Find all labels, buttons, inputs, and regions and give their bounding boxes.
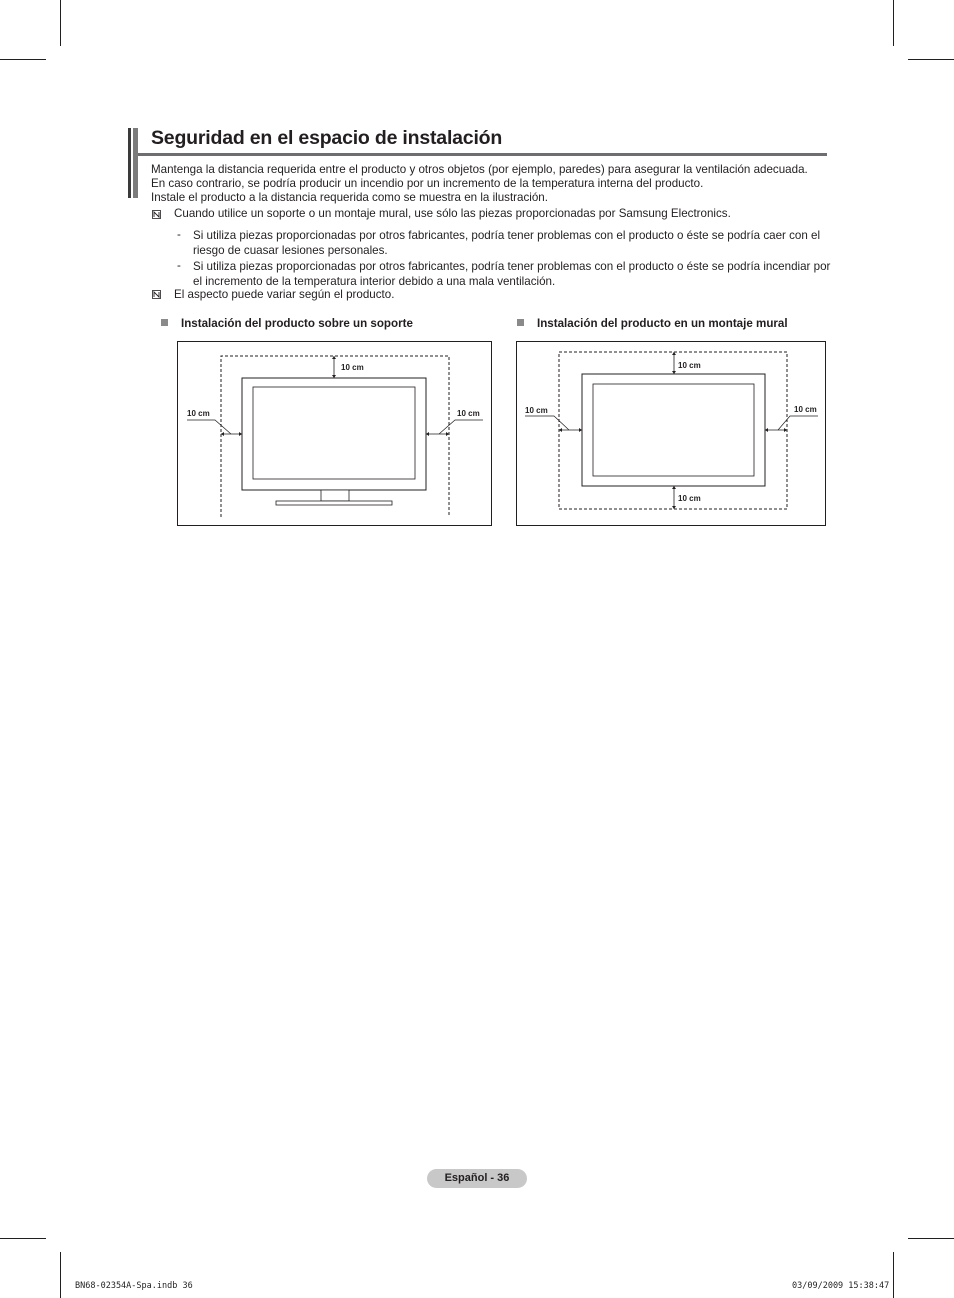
wall-right-label: 10 cm: [794, 405, 817, 414]
crop-mark: [893, 1252, 894, 1298]
note-icon: [152, 290, 161, 299]
title-accent-bar: [128, 128, 138, 198]
crop-mark: [893, 0, 894, 46]
crop-mark: [0, 59, 46, 60]
dash-marker: -: [177, 259, 181, 272]
stand-clearance-diagram: [177, 341, 492, 526]
stand-left-label: 10 cm: [187, 409, 210, 418]
wall-bottom-label: 10 cm: [678, 494, 701, 503]
print-slug-date: 03/09/2009 15:38:47: [792, 1281, 890, 1291]
intro-line-2: En caso contrario, se podría producir un incendio por un incremento de la temperatura interna del producto.: [151, 177, 704, 190]
note-icon: [152, 210, 161, 219]
wall-clearance-diagram: [516, 341, 826, 526]
title-rule: [138, 153, 827, 156]
crop-mark: [60, 0, 61, 46]
note-appearance: El aspecto puede variar según el producto.: [174, 288, 395, 301]
crop-mark: [0, 1238, 46, 1239]
stand-right-label: 10 cm: [457, 409, 480, 418]
note-parts: Cuando utilice un soporte o un montaje mural, use sólo las piezas proporcionadas por Samsung Electronics.: [174, 207, 731, 220]
crop-mark: [908, 59, 954, 60]
page-title: Seguridad en el espacio de instalación: [151, 127, 503, 149]
square-bullet-icon: [517, 319, 524, 326]
intro-line-3: Instale el producto a la distancia requerida como se muestra en la ilustración.: [151, 191, 548, 204]
dash-marker: -: [177, 228, 181, 241]
intro-line-1: Mantenga la distancia requerida entre el producto y otros objetos (por ejemplo, paredes) para asegurar la ventilación adecuada.: [151, 163, 808, 176]
stand-figure-title: Instalación del producto sobre un soporte: [181, 317, 413, 330]
dash-item-fall-risk: Si utiliza piezas proporcionadas por otros fabricantes, podría tener problemas con el producto o éste se podría caer con el riesgo de cuasar lesiones personales.: [193, 229, 821, 257]
print-slug-file: BN68-02354A-Spa.indb 36: [75, 1281, 193, 1291]
stand-top-label: 10 cm: [341, 363, 364, 372]
wall-left-label: 10 cm: [525, 406, 548, 415]
page-number-badge: Español - 36: [427, 1169, 527, 1188]
dash-item-fire-risk: Si utiliza piezas proporcionadas por otros fabricantes, podría tener problemas con el producto o éste se podría incendiar por el incremento de la temperatura interior debido a una mala ventilación.: [193, 260, 831, 288]
crop-mark: [60, 1252, 61, 1298]
wall-top-label: 10 cm: [678, 361, 701, 370]
wall-figure-title: Instalación del producto en un montaje mural: [537, 317, 788, 330]
square-bullet-icon: [161, 319, 168, 326]
crop-mark: [908, 1238, 954, 1239]
